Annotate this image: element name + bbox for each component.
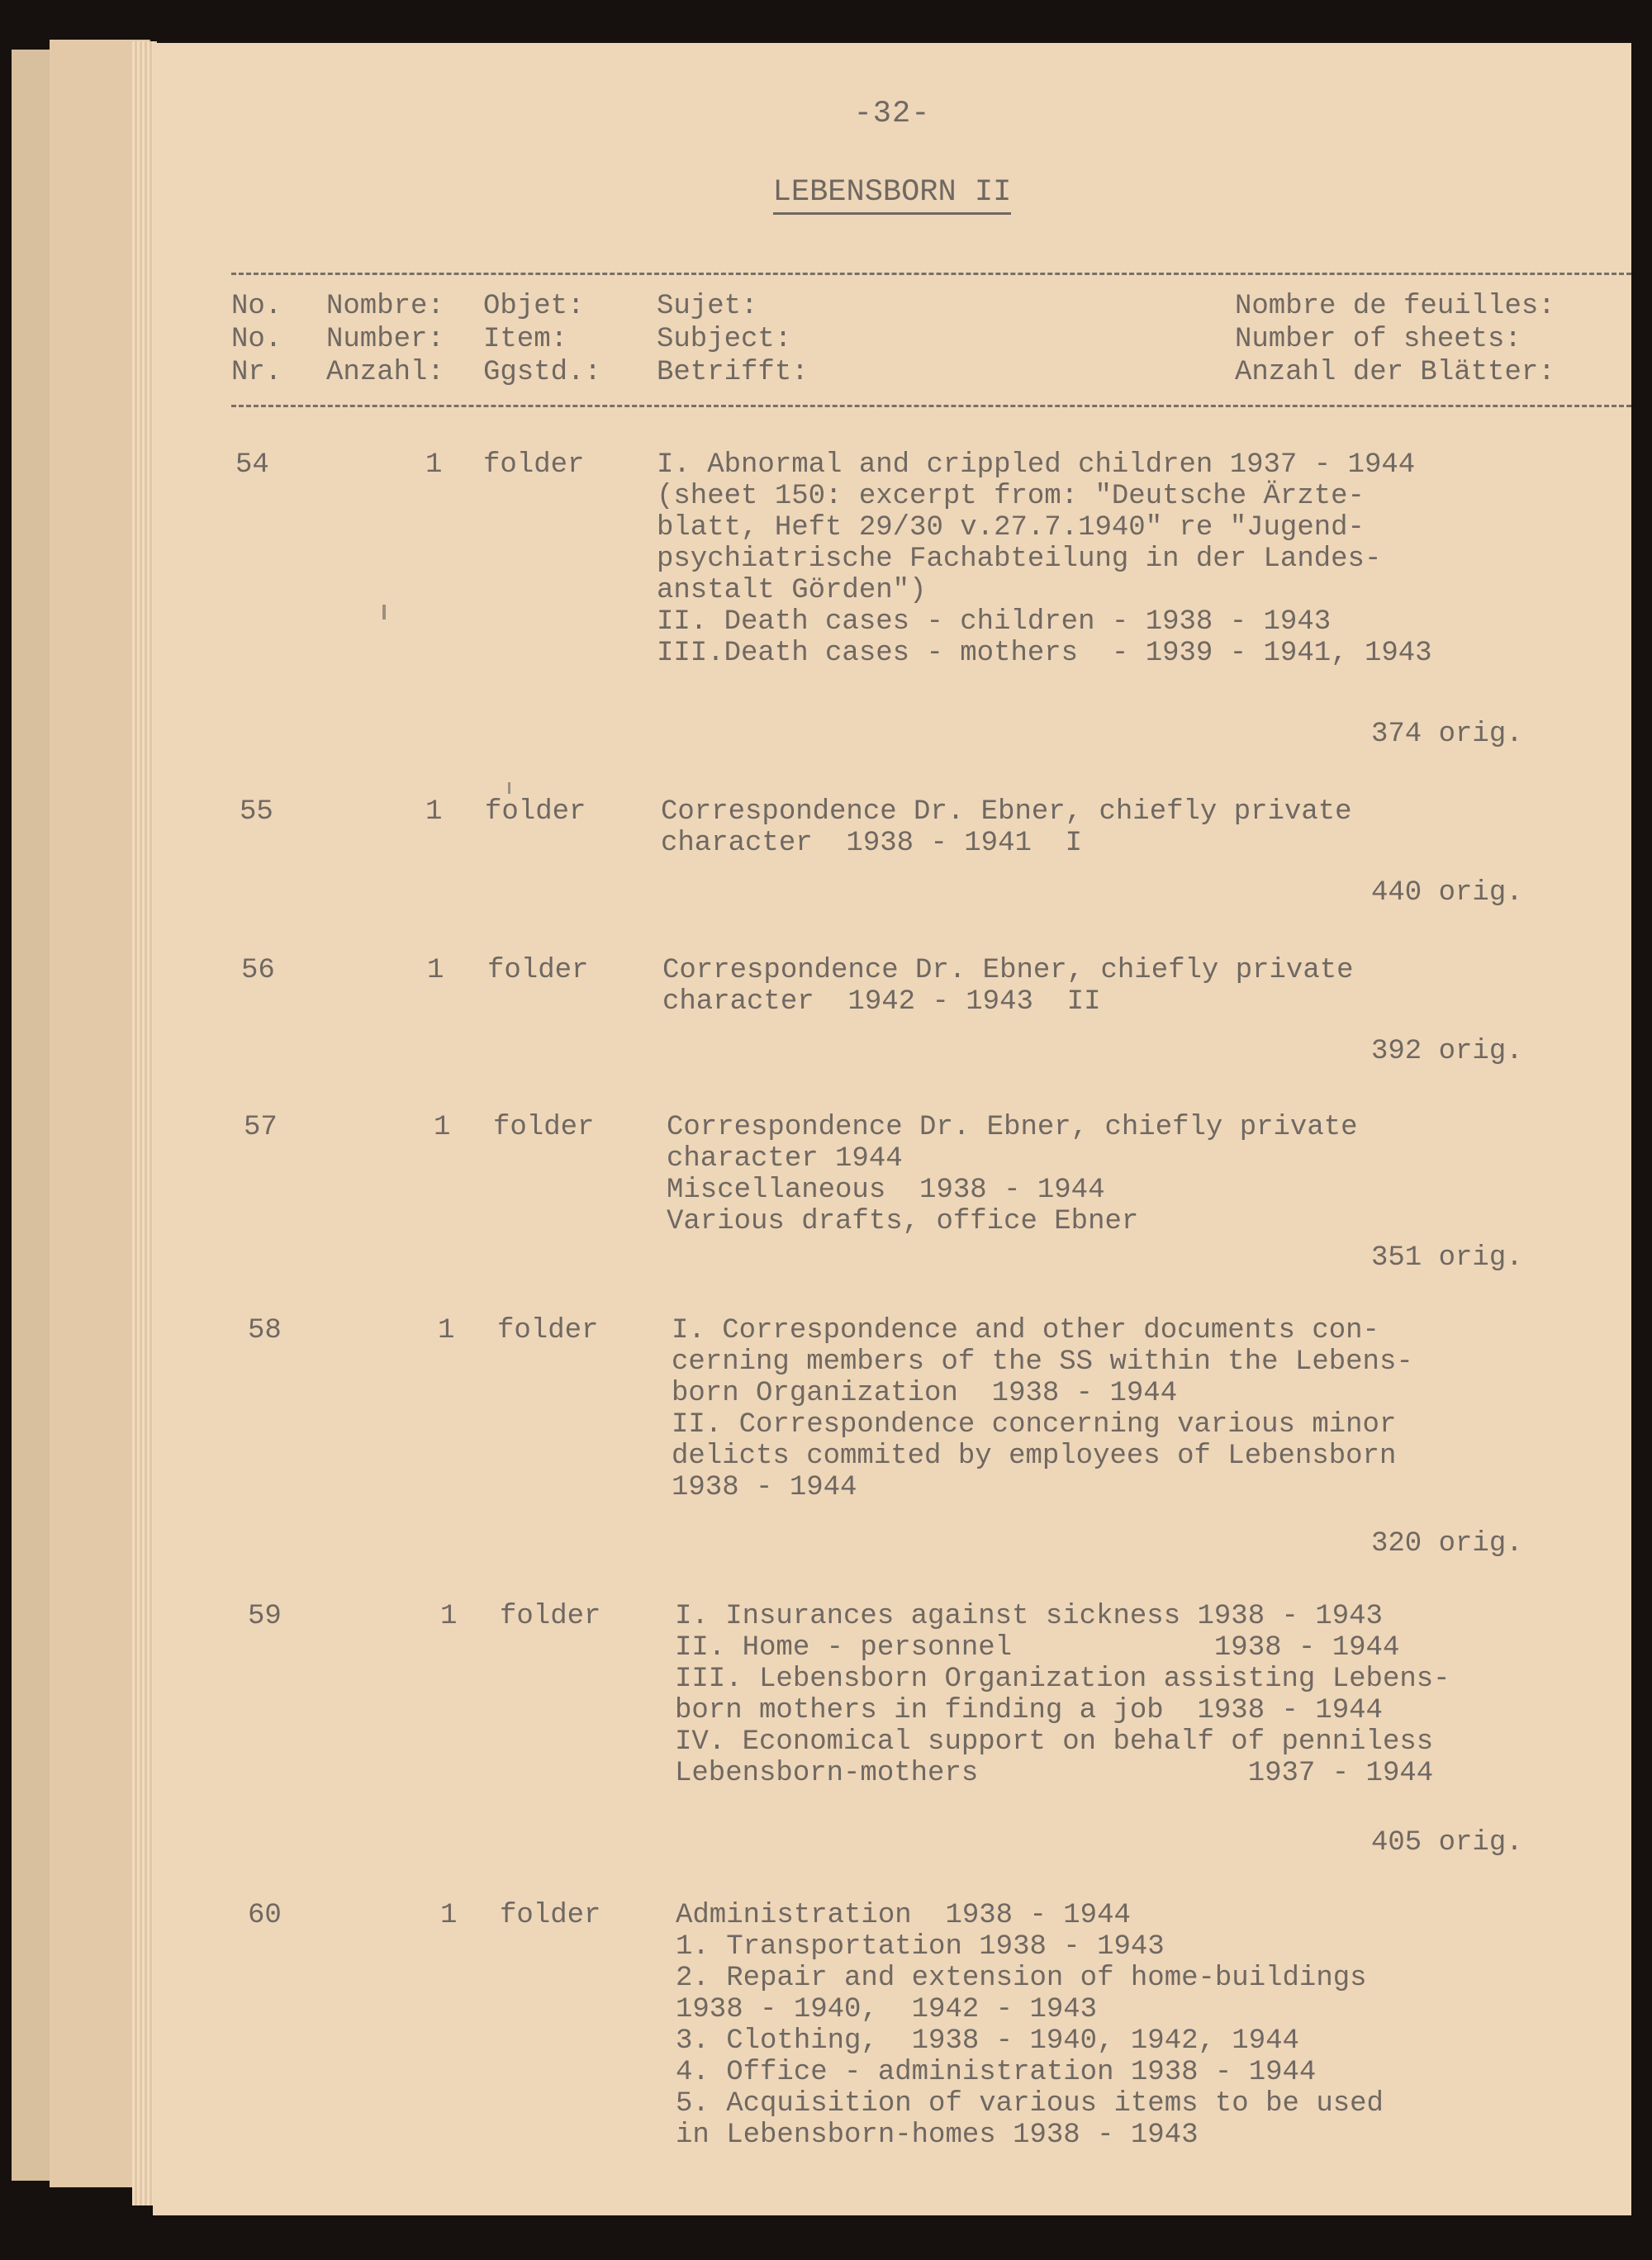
header-no: No. (231, 291, 282, 322)
entry-no: 56 (241, 955, 275, 986)
entry-number: 1 (425, 449, 443, 481)
entry-no: 60 (248, 1900, 282, 1931)
entry-subject-line: III.Death cases - mothers - 1939 - 1941, 1943 (657, 638, 1432, 669)
header-number: Anzahl: (326, 357, 444, 388)
entry-no: 58 (248, 1315, 282, 1346)
entry-subject-line: Lebensborn-mothers 1937 - 1944 (675, 1758, 1434, 1789)
entry-subject-line: 1. Transportation 1938 - 1943 (676, 1931, 1165, 1963)
entry-number: 1 (440, 1900, 458, 1931)
entry-subject-line: I. Insurances against sickness 1938 - 1943 (675, 1601, 1383, 1632)
entry-subject-line: Correspondence Dr. Ebner, chiefly private (661, 796, 1352, 828)
entry-subject-line: in Lebensborn-homes 1938 - 1943 (676, 2120, 1199, 2151)
entry-subject-line: Various drafts, office Ebner (667, 1206, 1139, 1237)
entry-number: 1 (440, 1601, 458, 1632)
entry-subject-line: cerning members of the SS within the Lebens- (672, 1346, 1413, 1378)
entry-subject-line: 3. Clothing, 1938 - 1940, 1942, 1944 (676, 2025, 1299, 2057)
entry-no: 54 (235, 449, 269, 481)
entry-no: 57 (244, 1112, 278, 1143)
entry-number: 1 (427, 955, 444, 986)
entry-subject-line: II. Correspondence concerning various minor (672, 1409, 1397, 1441)
header-subject: Sujet: (657, 291, 758, 322)
header-no: No. (231, 324, 282, 355)
entry-item: folder (500, 1900, 601, 1931)
entry-sheets: 320 orig. (1371, 1528, 1523, 1560)
entry-subject-line: 4. Office - administration 1938 - 1944 (676, 2057, 1317, 2088)
entry-item: folder (487, 955, 589, 986)
entry-subject-line: character 1942 - 1943 II (662, 986, 1101, 1018)
entry-item: folder (500, 1601, 601, 1632)
entry-subject-line: I. Abnormal and crippled children 1937 - 1944 (657, 449, 1416, 481)
entry-subject-line: 5. Acquisition of various items to be used (676, 2088, 1384, 2120)
entry-subject-line: 2. Repair and extension of home-buildings (676, 1963, 1367, 1994)
header-bottom-rule (231, 405, 1631, 407)
header-sheets: Nombre de feuilles: (1235, 291, 1555, 322)
entry-number: 1 (425, 796, 443, 828)
entry-number: 1 (438, 1315, 455, 1346)
header-sheets: Number of sheets: (1235, 324, 1521, 355)
entry-subject-line: III. Lebensborn Organization assisting Lebens- (675, 1664, 1450, 1695)
header-item: Ggstd.: (483, 357, 601, 388)
header-subject: Subject: (657, 324, 792, 355)
entry-subject-line: born Organization 1938 - 1944 (672, 1378, 1178, 1409)
entry-subject-line: psychiatrische Fachabteilung in der Landes- (657, 544, 1382, 575)
entry-no: 59 (248, 1601, 282, 1632)
document-page (153, 43, 1631, 2215)
entry-subject-line: I. Correspondence and other documents con- (672, 1315, 1379, 1346)
header-item: Item: (483, 324, 568, 355)
entry-subject-line: born mothers in finding a job 1938 - 1944 (675, 1695, 1383, 1726)
header-item: Objet: (483, 291, 585, 322)
entry-no: 55 (240, 796, 273, 828)
header-number: Nombre: (326, 291, 444, 322)
entry-item: folder (485, 796, 586, 828)
entry-subject-line: character 1944 (667, 1143, 903, 1175)
stray-mark (508, 782, 510, 794)
page-number: -32- (853, 97, 931, 131)
entry-sheets: 405 orig. (1371, 1827, 1523, 1859)
entry-subject-line: II. Home - personnel 1938 - 1944 (675, 1632, 1400, 1664)
entry-subject-line: Correspondence Dr. Ebner, chiefly private (662, 955, 1354, 986)
entry-subject-line: IV. Economical support on behalf of penniless (675, 1726, 1434, 1758)
entry-item: folder (483, 449, 585, 481)
document-title: LEBENSBORN II (773, 175, 1012, 215)
entry-subject-line: 1938 - 1940, 1942 - 1943 (676, 1994, 1098, 2025)
entry-subject-line: (sheet 150: excerpt from: "Deutsche Ärzte- (657, 481, 1365, 512)
entry-subject-line: character 1938 - 1941 I (661, 828, 1083, 859)
document-title-wrap (153, 175, 1631, 210)
entry-subject-line: II. Death cases - children - 1938 - 1943 (657, 606, 1332, 638)
entry-subject-line: Administration 1938 - 1944 (676, 1900, 1131, 1931)
entry-item: folder (493, 1112, 595, 1143)
header-no: Nr. (231, 357, 282, 388)
entry-sheets: 374 orig. (1371, 719, 1523, 750)
entry-subject-line: blatt, Heft 29/30 v.27.7.1940" re "Jugend- (657, 512, 1365, 544)
entry-subject-line: delicts commited by employees of Lebensborn (672, 1441, 1397, 1472)
entry-sheets: 440 orig. (1371, 877, 1523, 909)
header-subject: Betrifft: (657, 357, 809, 388)
entry-subject-line: Miscellaneous 1938 - 1944 (667, 1175, 1105, 1206)
entry-number: 1 (434, 1112, 451, 1143)
header-top-rule (231, 273, 1631, 275)
entry-sheets: 392 orig. (1371, 1036, 1523, 1067)
entry-subject-line: Correspondence Dr. Ebner, chiefly private (667, 1112, 1358, 1143)
entry-sheets: 351 orig. (1371, 1242, 1523, 1274)
header-number: Number: (326, 324, 444, 355)
header-sheets: Anzahl der Blätter: (1235, 357, 1555, 388)
stray-mark (382, 605, 386, 620)
entry-subject-line: 1938 - 1944 (672, 1472, 857, 1503)
entry-item: folder (497, 1315, 599, 1346)
entry-subject-line: anstalt Görden") (657, 575, 927, 606)
